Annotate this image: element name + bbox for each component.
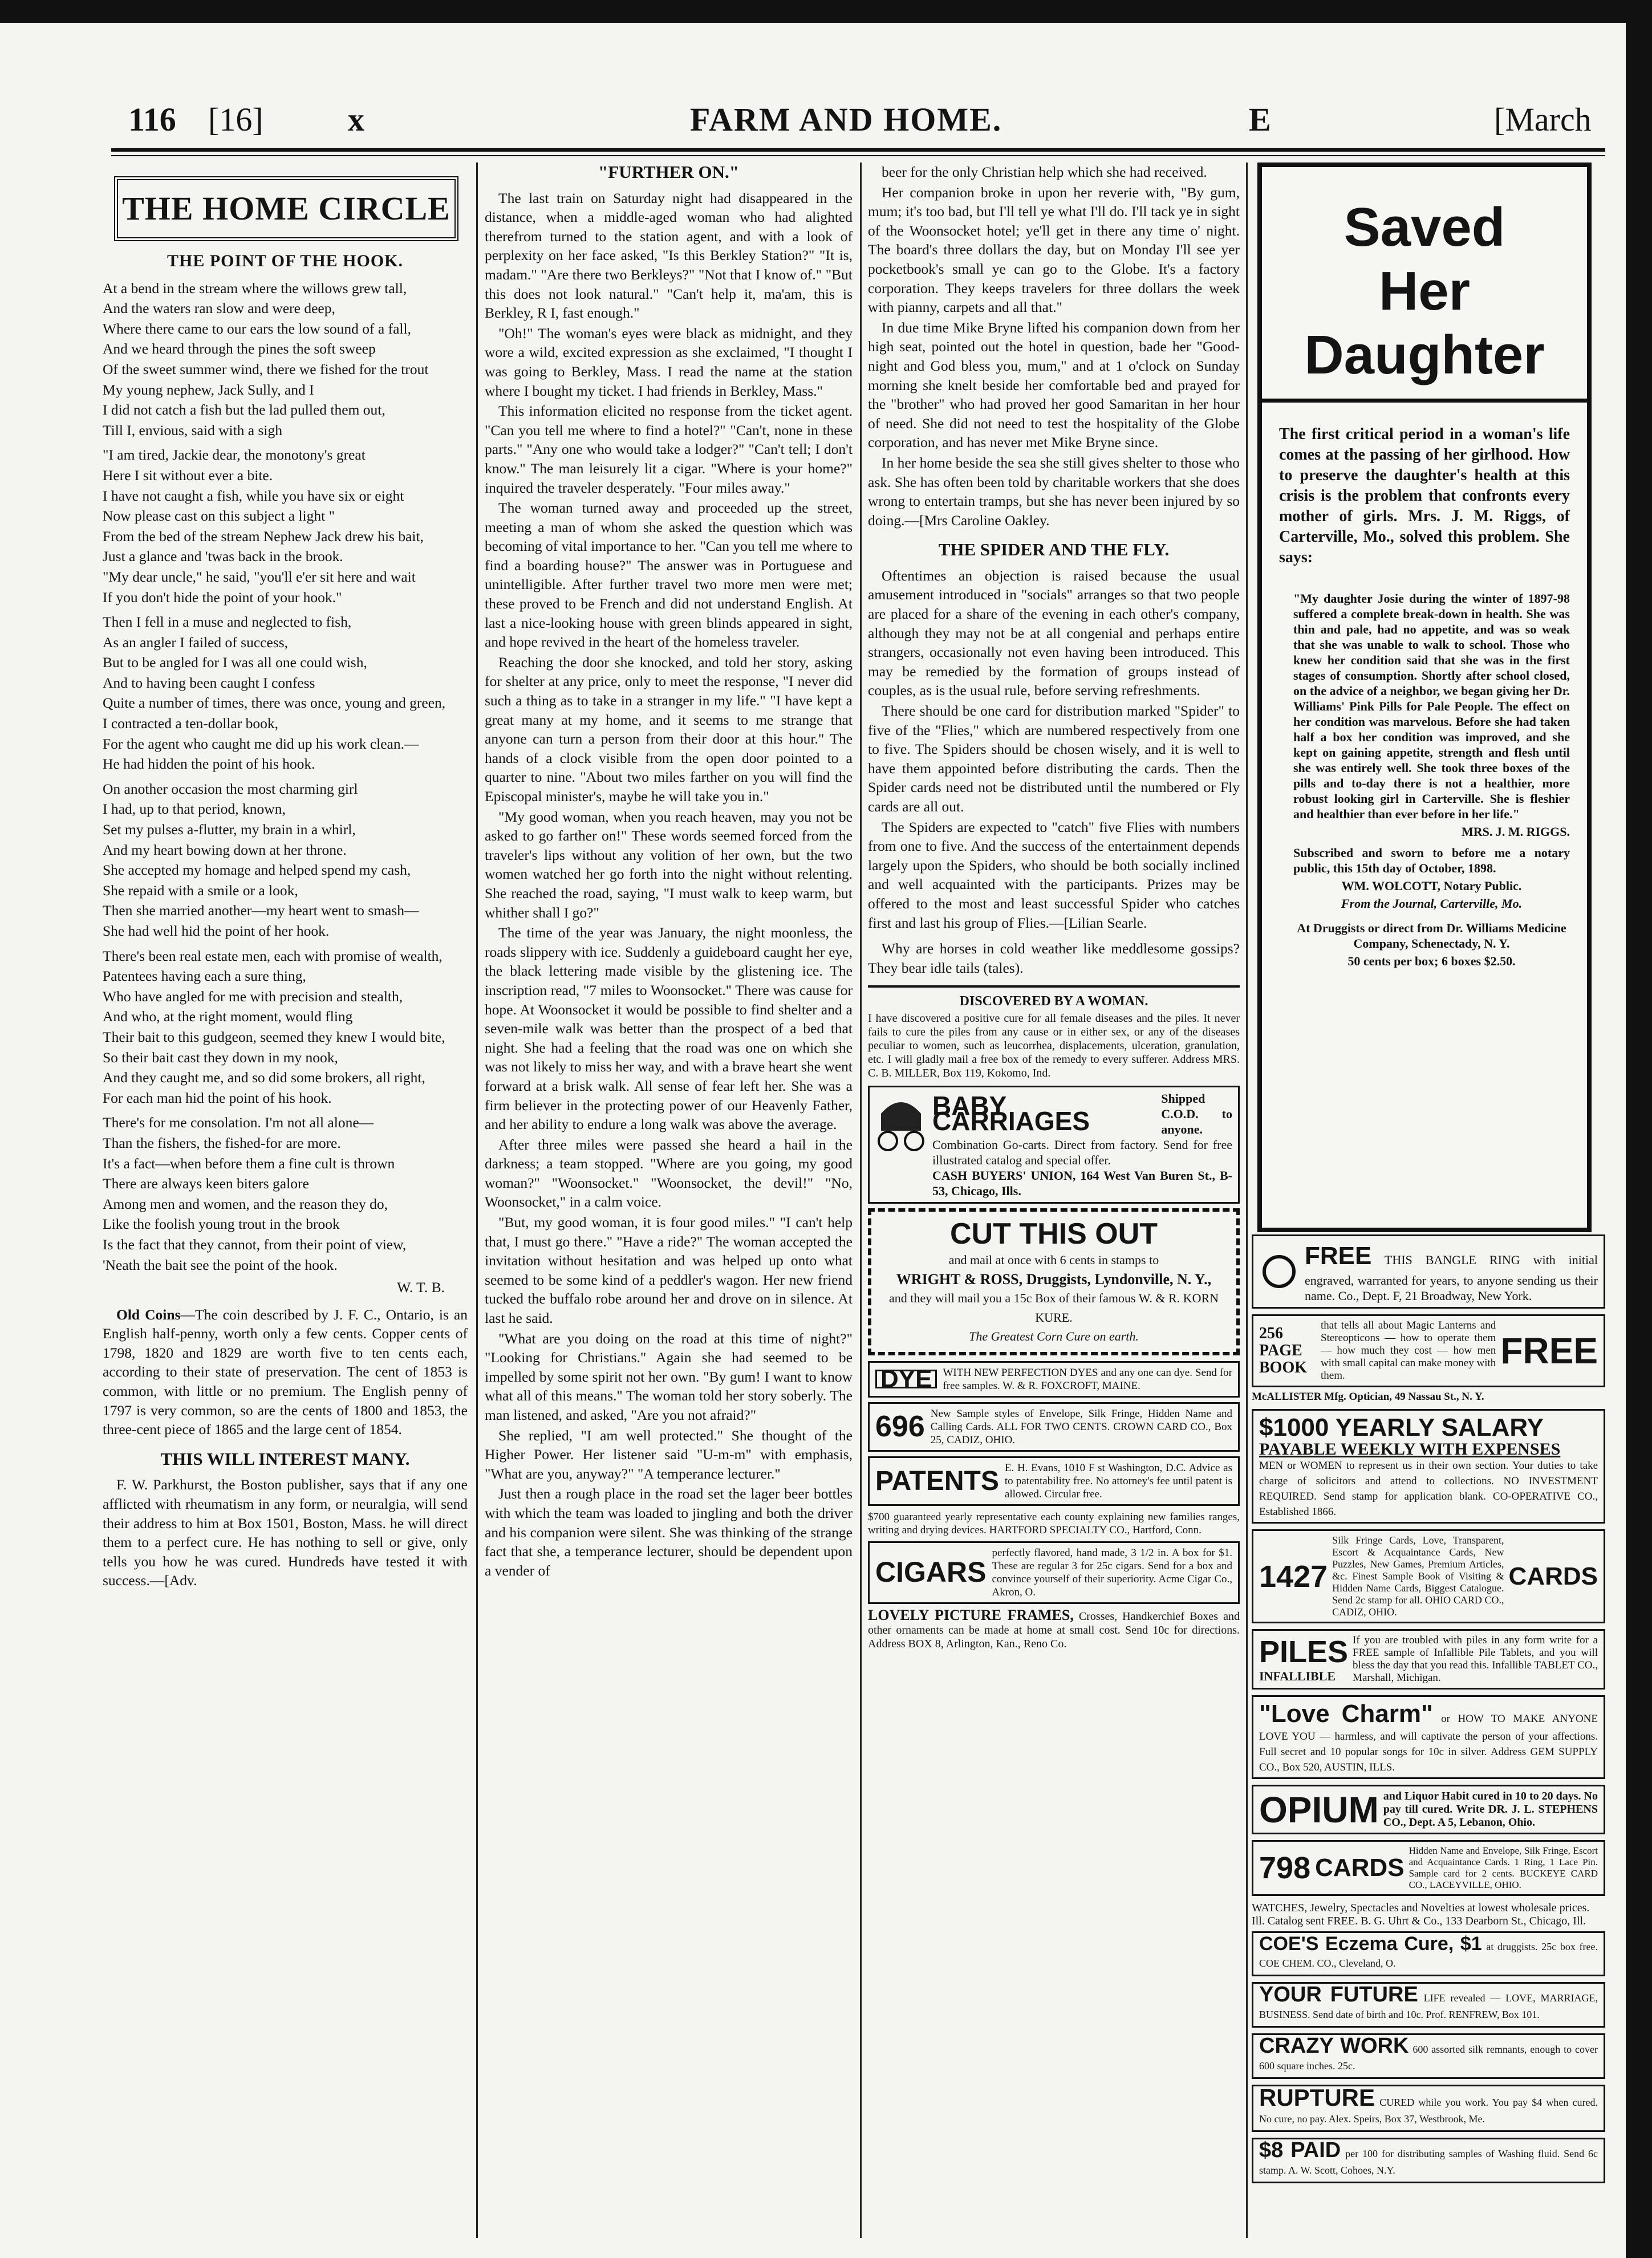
discovered-title: DISCOVERED BY A WOMAN. bbox=[959, 994, 1148, 1009]
salary-sub: PAYABLE WEEKLY WITH EXPENSES bbox=[1259, 1440, 1561, 1459]
poem-line: She had well hid the point of her hook. bbox=[103, 923, 330, 939]
paragraph: This information elicited no response from the ticket agent. "Can you tell me where to find a hotel?" "Can't, none in these parts." "Any one who would take a lodger?" "Can't tell; I don't know." The man leisurely lit a cigar. "Where is your home?" inquired the traveler desperately. "Four miles away." bbox=[485, 403, 853, 496]
paragraph: The Spiders are expected to "catch" five Flies with numbers from one to five. And the success of the entertainment depends largely upon the Spiders, who should be both socially inclined and well acquainted with the participants. Prizes may be offered to the most and least successful Spider who catches first and last his group of Flies.—[Lilian Searle. bbox=[868, 818, 1240, 931]
poem-line: Then she married another—my heart went to smash— bbox=[103, 902, 419, 919]
paid-ad bbox=[1252, 2138, 1605, 2183]
crazy-work-ad bbox=[1252, 2033, 1605, 2079]
saved-druggist: At Druggists or direct from Dr. Williams Medicine Company, Schenectady, N. Y. bbox=[1297, 921, 1566, 951]
picture-frames-title: LOVELY PICTURE FRAMES, bbox=[868, 1606, 1074, 1623]
column-divider bbox=[1246, 163, 1248, 2238]
cards-696-number: 696 bbox=[875, 1410, 925, 1443]
baby-carriages-title: BABY CARRIAGES bbox=[932, 1091, 1090, 1136]
cards-696-ad bbox=[868, 1402, 1240, 1452]
agents-ad: $700 guaranteed yearly representative each county explaining new families ranges, writing and drying devices. HARTFORD SPECIALTY CO., Hartford, Conn. bbox=[868, 1510, 1240, 1536]
dye-text: WITH NEW PERFECTION DYES and any one can dye. Send for free samples. W. & R. FOXCROFT, MAINE. bbox=[943, 1366, 1232, 1392]
eczema-title: COE'S Eczema Cure, $1 bbox=[1259, 1933, 1482, 1955]
poem-line: As an angler I failed of success, bbox=[103, 633, 289, 651]
poem-line: Just a glance and 'twas back in the brook. bbox=[103, 548, 343, 565]
poem-line: "I am tired, Jackie dear, the monotony's great bbox=[103, 446, 366, 464]
bangle-ring-ad bbox=[1252, 1234, 1605, 1309]
rupture-ad bbox=[1252, 2085, 1605, 2132]
poem-line: Set my pulses a-flutter, my brain in a whirl, bbox=[103, 821, 356, 838]
eczema-text: at druggists. 25c box free. COE CHEM. CO., Cleveland, O. bbox=[1259, 1941, 1598, 1969]
header-rule bbox=[111, 148, 1605, 152]
poem-line: I contracted a ten-dollar book, bbox=[103, 715, 278, 732]
page-bracket: [16] bbox=[208, 101, 263, 138]
saved-her-daughter-ad bbox=[1257, 163, 1592, 1232]
discovered-ad bbox=[868, 985, 1240, 1080]
poem-line: She accepted my homage and helped spend my cash, bbox=[103, 862, 411, 879]
baby-carriages-sub: Shipped C.O.D. to anyone. bbox=[1161, 1091, 1232, 1136]
page-header bbox=[114, 97, 1597, 148]
saved-sign: MRS. J. M. RIGGS. bbox=[1461, 825, 1570, 839]
poem-line: I have not caught a fish, while you have six or eight bbox=[103, 487, 404, 504]
cut-name: WRIGHT & ROSS, Druggists, Lyndonville, N. Y., bbox=[896, 1270, 1212, 1288]
saved-title-line-2: Her bbox=[1378, 261, 1471, 322]
right-column-ads bbox=[1252, 1234, 1605, 2244]
further-on-story bbox=[485, 189, 853, 1581]
baby-carriages-ad bbox=[868, 1086, 1240, 1204]
poem-line: There's been real estate men, each with promise of wealth, bbox=[103, 947, 443, 964]
piles-title: PILES bbox=[1259, 1634, 1349, 1669]
paragraph: The woman turned away and proceeded up the street, meeting a man of whom she asked the question which was becoming of vital importance to her. "Can you tell me where to find a boarding house?" The answer was in Portuguese and unintelligible. After further travel two more men were met; these proved to be French and did not understand English. At last a nice-looking house with green blinds appeared in sight, and hope revived in the heart of the homeless traveler. bbox=[485, 499, 853, 651]
poem-body bbox=[103, 279, 468, 1275]
poem-line: Quite a number of times, there was once, young and green, bbox=[103, 695, 446, 712]
cigars-title: CIGARS bbox=[875, 1556, 987, 1589]
paragraph: After three miles were passed she heard a hail in the darkness; a team stopped. "Where are you going, my good woman?" "Woonsocket." "Woonsocket, the devil!" "No, Woonsocket," in a calm voice. bbox=[485, 1136, 853, 1211]
poem-line: Is the fact that they cannot, from their point of view, bbox=[103, 1236, 407, 1253]
poem-line: Than the fishers, the fished-for are more. bbox=[103, 1134, 341, 1151]
saved-title-line-1: Saved bbox=[1343, 197, 1505, 258]
poem-line: For each man hid the point of his hook. bbox=[103, 1089, 332, 1106]
saved-sworn: Subscribed and sworn to before me a notary public, this 15th day of October, 1898. bbox=[1293, 846, 1570, 875]
old-coins-text: —The coin described by J. F. C., Ontario, is an English half-penny, worth only a few cents. Copper cents of 1798, 1820 and 1829 are worth five to ten cents each, according to their state of preservation. The cent of 1853 is common, with little or no premium. The English penny of 1797 is very common, so are the cents of 1800 and 1853, the three-cent piece of 1865 and the large cent of 1854. bbox=[103, 1306, 468, 1438]
poem-line: And my heart bowing down at her throne. bbox=[103, 841, 347, 858]
saved-body: The first critical period in a woman's life comes at the passing of her girlhood. How to preserve the daughter's health at this crisis is the problem that confronts every mother of girls. Mrs. J. M. Riggs, of Carterville, Mo., solved this problem. She says: bbox=[1279, 425, 1570, 566]
page-mark: x bbox=[348, 101, 364, 138]
saved-source: From the Journal, Carterville, Mo. bbox=[1341, 896, 1523, 911]
opium-title: OPIUM bbox=[1259, 1789, 1379, 1830]
column-3 bbox=[868, 163, 1240, 2238]
baby-carriages-text: Combination Go-carts. Direct from factory. Send for free illustrated catalog and special offer. bbox=[932, 1137, 1232, 1167]
saved-notary: WM. WOLCOTT, Notary Public. bbox=[1341, 879, 1522, 893]
eczema-ad bbox=[1252, 1931, 1605, 1976]
poem-line: There are always keen biters galore bbox=[103, 1175, 309, 1192]
watches-ad: WATCHES, Jewelry, Spectacles and Novelties at lowest wholesale prices. Ill. Catalog sent FREE. B. G. Uhrt & Co., 133 Dearborn St., Chicago, Ill. bbox=[1252, 1902, 1590, 1927]
paragraph: "What are you doing on the road at this time of night?" "Looking for Christians." Again she had seemed to be impelled by some spirit not her own. "By gum! I want to know what all of this means." The woman told her story soberly. The man listened, and asked, "Are you not afraid?" bbox=[485, 1330, 853, 1423]
column-1 bbox=[103, 163, 468, 2238]
opium-text: and Liquor Habit cured in 10 to 20 days. No pay till cured. Write DR. J. L. STEPHENS CO., Dept. A 5, Lebanon, Ohio. bbox=[1383, 1790, 1598, 1829]
love-charm-ad bbox=[1252, 1695, 1605, 1779]
saved-quote: "My daughter Josie during the winter of 1897-98 suffered a complete break-down in health. She was thin and pale, had no appetite, and was so weak that she was unable to walk to school. Those who knew her condition said that she was in the first stages of consumption. Shortly after school closed, on the advice of a neighbor, we began giving her Dr. Williams' Pink Pills for Pale People. The effect on her condition was marvelous. Before she had taken half a box her condition was improved, and she kept on gaining appetite, strength and flesh until she was entirely well. She took three boxes of the pills and to-day there is not a healthier, more robust looking girl in Carterville. She is fleshier and healthier than ever before in her life." bbox=[1293, 591, 1570, 821]
paragraph: In due time Mike Bryne lifted his companion down from her high seat, pointed out the hotel in question, bade her "Good-night and God bless you, mum," and at 1 o'clock on Sunday morning she knelt beside her comfortable bed and prayed for the "brother" who had proved her good Samaritan in her hour of need. She did not need to test the hospitality of the Globe corporation, and has never met Mike Bryne since. bbox=[868, 319, 1240, 451]
poem-line: I had, up to that period, known, bbox=[103, 801, 286, 818]
cards-798-ad bbox=[1252, 1840, 1605, 1896]
poem-line: Who have angled for me with precision and stealth, bbox=[103, 988, 403, 1005]
your-future-title: YOUR FUTURE bbox=[1259, 1983, 1418, 2007]
cut-this-out-title: CUT THIS OUT bbox=[950, 1217, 1158, 1250]
bangle-text: THIS BANGLE RING with initial engraved, warranted for years, to anyone sending us their name. Co., Dept. F, 21 Broadway, New York. bbox=[1305, 1253, 1598, 1303]
poem-line: Of the sweet summer wind, there we fished for the trout bbox=[103, 360, 429, 377]
page-book-address: McALLISTER Mfg. Optician, 49 Nassau St., N. Y. bbox=[1252, 1391, 1484, 1403]
salary-title: $1000 YEARLY SALARY bbox=[1259, 1414, 1544, 1441]
poem-line: My young nephew, Jack Sully, and I bbox=[103, 381, 314, 398]
poem-line: At a bend in the stream where the willows grew tall, bbox=[103, 279, 407, 297]
ring-icon bbox=[1259, 1252, 1299, 1292]
paragraph: "Oh!" The woman's eyes were black as midnight, and they wore a wild, excited expression as she exclaimed, "I thought I was going to Berkley, Mass. I read the name at the station where I bought my ticket. I had friends in Berkley, Mass." bbox=[485, 324, 853, 399]
cards-798-number: 798 bbox=[1259, 1851, 1311, 1885]
page-book-title: 256 PAGE BOOK bbox=[1259, 1325, 1308, 1376]
baby-carriages-address: CASH BUYERS' UNION, 164 West Van Buren St., B-53, Chicago, Ills. bbox=[932, 1168, 1232, 1198]
poem-line: On another occasion the most charming girl bbox=[103, 780, 358, 797]
crazy-work-text: 600 assorted silk remnants, enough to cover 600 square inches. 25c. bbox=[1259, 2044, 1598, 2072]
header-rule-thin bbox=[111, 155, 1605, 156]
page-book-free: FREE bbox=[1500, 1330, 1598, 1371]
saved-price: 50 cents per box; 6 boxes $2.50. bbox=[1347, 954, 1516, 968]
your-future-ad bbox=[1252, 1982, 1605, 2028]
spider-story bbox=[868, 566, 1240, 932]
scan-right-edge bbox=[1626, 0, 1652, 2258]
home-circle-heading: THE HOME CIRCLE bbox=[114, 176, 458, 241]
poem-line: "My dear uncle," he said, "you'll e'er sit here and wait bbox=[103, 568, 416, 585]
piles-sub: INFALLIBLE bbox=[1259, 1668, 1336, 1683]
baby-carriage-icon bbox=[875, 1091, 927, 1154]
poem-line: She repaid with a smile or a look, bbox=[103, 882, 298, 899]
poem-line: But to be angled for I was all one could wish, bbox=[103, 654, 367, 671]
poem-line: And we heard through the pines the soft sweep bbox=[103, 340, 376, 358]
piles-text: If you are troubled with piles in any form write for a FREE sample of Infallible Pile Tablets, and you will bless the day that you read this. Infallible TABLET CO., Marshall, Michigan. bbox=[1353, 1634, 1598, 1684]
lantern-book-ad bbox=[1252, 1314, 1605, 1387]
paragraph: The last train on Saturday night had disappeared in the distance, when a middle-aged woman who had alighted therefrom turned to the station agent, and with a look of perplexity on her face asked, "Is this Berkley Station?" "It is, madam." "Are there two Berkleys?" "Not that I know of." "But this does not look natural." "Can't help it, ma'am, this is Berkley, R I, fast enough." bbox=[485, 189, 853, 322]
crazy-work-title: CRAZY WORK bbox=[1259, 2034, 1409, 2058]
paragraph: Reaching the door she knocked, and told her story, asking for shelter at any price, only to meet the response, "I never did such a thing as to take in a stranger in my life." "I have kept a great many at my home, and it seems to me strange that anyone can turn a person from their door at this hour." The hands of a clock visible from the open door pointed to a quarter to nine. "About two miles farther on you will find the Episcopal minister's, maybe he will take you in." bbox=[485, 653, 853, 805]
salary-ad bbox=[1252, 1409, 1605, 1524]
paragraph: Just then a rough place in the road set the lager beer bottles with which the team was loaded to jingling and both the driver and his companion were silent. She was thinking of the strange fact that she, a temperance lecturer, should be dependent upon a vender of bbox=[485, 1485, 853, 1579]
poem-line: And the waters ran slow and were deep, bbox=[103, 300, 335, 317]
cards-1427-number: 1427 bbox=[1259, 1559, 1328, 1594]
poem-line: Till I, envious, said with a sigh bbox=[103, 421, 282, 438]
patents-text: E. H. Evans, 1010 F st Washington, D.C. Advice as to patentability free. No attorney's fee until patent is allowed. Circular free. bbox=[1004, 1461, 1232, 1500]
cigars-text: perfectly flavored, hand made, 3 1/2 in. A box for $1. These are regular 3 for 25c cigars. Send for a box and convince yourself of their superiority. Acme Cigar Co., Akron, O. bbox=[992, 1546, 1232, 1598]
scan-top-edge bbox=[0, 0, 1652, 23]
poem-signature: W. T. B. bbox=[397, 1279, 445, 1296]
poem-line: There's for me consolation. I'm not all alone— bbox=[103, 1114, 374, 1131]
rupture-title: RUPTURE bbox=[1259, 2084, 1375, 2111]
dye-title: DYE bbox=[875, 1370, 937, 1388]
paragraph: beer for the only Christian help which she had received. bbox=[882, 164, 1207, 180]
page-book-text: that tells all about Magic Lanterns and Stereopticons — how to operate them — how much they cost — how men with small capital can make money with them. bbox=[1321, 1319, 1496, 1382]
poem-line: If you don't hide the point of your hook." bbox=[103, 588, 342, 606]
page-number: 116 bbox=[128, 101, 176, 138]
poem-line: Patentees having each a sure thing, bbox=[103, 968, 306, 985]
poem-line: Where there came to our ears the low sound of a fall, bbox=[103, 320, 411, 337]
paid-title: $8 PAID bbox=[1259, 2138, 1341, 2162]
opium-ad bbox=[1252, 1785, 1605, 1834]
rupture-text: CURED while you work. You pay $4 when cured. No cure, no pay. Alex. Speirs, Box 37, Westbrook, Me. bbox=[1259, 2097, 1598, 2125]
poem-line: So their bait cast they down in my nook, bbox=[103, 1049, 338, 1066]
patents-title: PATENTS bbox=[875, 1465, 999, 1496]
poem-line: Here I sit without ever a bite. bbox=[103, 466, 273, 484]
interest-text: F. W. Parkhurst, the Boston publisher, says that if any one afflicted with rheumatism in any form, or neuralgia, will send their address to him at Box 1501, Boston, Mass. he will direct them to a perfect cure. He has nothing to sell or give, only tells you how he was cured. Hundreds have tested it with success.—[Adv. bbox=[103, 1476, 468, 1589]
cut-this-out-ad bbox=[868, 1208, 1240, 1355]
old-coins-paragraph bbox=[103, 1305, 468, 1439]
poem-line: I did not catch a fish but the lad pulled them out, bbox=[103, 401, 385, 419]
love-charm-title: "Love Charm" bbox=[1259, 1700, 1433, 1728]
further-on-continued bbox=[868, 163, 1240, 530]
poem-line: Then I fell in a muse and neglected to fish, bbox=[103, 614, 352, 631]
cut-line-3: The Greatest Corn Cure on earth. bbox=[969, 1329, 1139, 1344]
piles-ad bbox=[1252, 1629, 1605, 1690]
horses-joke: Why are horses in cold weather like meddlesome gossips? They bear idle tails (tales). bbox=[868, 940, 1240, 976]
paragraph: Oftentimes an objection is raised because the usual amusement introduced in "socials" arranges so that two people are placed for a share of the evening in each other's company, although they may not be at all congenial and perhaps entire strangers, occasionally not even having been introduced. This may be remedied by the formation of groups instead of couples, as is the usual rule, before serving refreshments. bbox=[868, 567, 1240, 699]
poem-line: And to having been caught I confess bbox=[103, 674, 315, 691]
cards-798-word: CARDS bbox=[1315, 1854, 1405, 1882]
love-charm-text: or HOW TO MAKE ANYONE LOVE YOU — harmless, and will captivate the person of your affections. Full secret and 10 popular songs for 10c in silver. Address GEM SUPPLY CO., Box 520, AUSTIN, ILLS. bbox=[1259, 1713, 1598, 1773]
poem-line: And who, at the right moment, would fling bbox=[103, 1008, 353, 1025]
picture-frames-text: Crosses, Handkerchief Boxes and other ornaments can be made at home at small cost. Send 10c for directions. Address BOX 8, Arlington, Kan., Reno Co. bbox=[868, 1610, 1240, 1650]
paragraph: She replied, "I am well protected." She thought of the Higher Power. Her listener said "U-m-m" with emphasis, "What are you, anyway?" "A temperance lecturer." bbox=[485, 1427, 853, 1482]
poem-line: 'Neath the bait see the point of the hook. bbox=[103, 1256, 338, 1273]
saved-title bbox=[1262, 196, 1587, 387]
cut-line-2: and they will mail you a 15c Box of their famous W. & R. KORN KURE. bbox=[888, 1291, 1219, 1325]
newspaper-title: FARM AND HOME. bbox=[690, 101, 1002, 138]
poem-line: He had hidden the point of his hook. bbox=[103, 756, 315, 773]
poem-line: For the agent who caught me did up his work clean.— bbox=[103, 735, 419, 752]
poem-line: Like the foolish young trout in the brook bbox=[103, 1216, 340, 1233]
column-divider bbox=[476, 163, 478, 2238]
column-divider bbox=[860, 163, 862, 2238]
patents-ad bbox=[868, 1456, 1240, 1506]
paragraph: There should be one card for distribution marked "Spider" to five of the "Flies," which are numbered respectively from one to five. The Spiders should be chosen wisely, and it is well to have them appointed before distributing the cards. Then the Spider cards need not be distributed until the numbered or Fly cards are all out. bbox=[868, 702, 1240, 815]
picture-frames-ad bbox=[868, 1606, 1240, 1651]
paragraph: Her companion broke in upon her reverie with, "By gum, mum; it's too bad, but I'll tell ye what I'll do. I'll tack ye in sight of the Woonsocket hotel; ye'll get in there any time o' night. The board's three dollars the day, but on Monday I'll see yer pocketbook's small ye can go to the Globe. It's a factory corporation. They keeps travelers for three dollars the week with pianny, carpets and all that." bbox=[868, 184, 1240, 316]
paragraph: The time of the year was January, the night moonless, the roads slippery with ice. Suddenly a guideboard caught her eye, the black lettering made visible by the glistening ice. The inscription read, "7 miles to Woonsocket." There was cause for hope. At Woonsocket it would be possible to find shelter and a seven-mile walk was better than the prospect of a bed that night. She had a feeling that the road was one on which she was not likely to miss her way, and with a brave heart she went forward at a brisk walk. All sense of fear left her. She was a firm believer in the protecting power of our Heavenly Father, and her ability to endure a long walk was above the average. bbox=[485, 924, 853, 1133]
cards-1427-text: Silk Fringe Cards, Love, Transparent, Escort & Acquaintance Cards, New Puzzles, New Games, Premium Articles, &c. Finest Sample Book of Visiting & Hidden Name Cards, Biggest Catalogue. Send 2c stamp for all. OHIO CARD CO., CADIZ, OHIO. bbox=[1332, 1534, 1504, 1618]
interest-title: THIS WILL INTEREST MANY. bbox=[160, 1448, 410, 1469]
cards-798-text: Hidden Name and Envelope, Silk Fringe, Escort and Acquaintance Cards. 1 Ring, 1 Lace Pin. Sample card for 2 cents. BUCKEYE CARD CO., LACEYVILLE, OHIO. bbox=[1409, 1845, 1598, 1890]
dye-ad bbox=[868, 1361, 1240, 1398]
discovered-text: I have discovered a positive cure for all female diseases and the piles. It never fails to cure the piles from any cause or in either sex, or any of the diseases peculiar to women, such as leucorrhea, displacements, ulceration, granulation, etc. I will gladly mail a free box of the remedy to every sufferer. Address MRS. C. B. MILLER, Box 119, Kokomo, Ind. bbox=[868, 1012, 1240, 1079]
saved-rule bbox=[1262, 399, 1587, 403]
poem-line: From the bed of the stream Nephew Jack drew his bait, bbox=[103, 527, 424, 545]
old-coins-lead: Old Coins bbox=[116, 1306, 181, 1323]
paragraph: "But, my good woman, it is four good miles." "I can't help that, I must go there." "Have a ride?" The woman accepted the invitation without hesitation and was helped up onto what seemed to be some kind of a peddler's wagon. Her new friend tucked the buffalo robe around her and drove on in silence. At last he said. bbox=[485, 1214, 853, 1327]
bangle-free: FREE bbox=[1305, 1242, 1372, 1270]
salary-text: MEN or WOMEN to represent us in their own section. Your duties to take charge of solicitors and attend to collections. NO INVESTMENT REQUIRED. Send stamp for application blank. CO-OPERATIVE CO., Established 1866. bbox=[1259, 1460, 1598, 1518]
paid-text: per 100 for distributing samples of Washing fluid. Send 6c stamp. A. W. Scott, Cohoes, N.Y. bbox=[1259, 2148, 1598, 2176]
issue-month: [March bbox=[1494, 101, 1592, 138]
further-on-title: "FURTHER ON." bbox=[598, 163, 739, 182]
poem-title: THE POINT OF THE HOOK. bbox=[167, 251, 404, 270]
cards-1427-word: CARDS bbox=[1508, 1562, 1598, 1590]
poem-line: It's a fact—when before them a fine cult is thrown bbox=[103, 1155, 395, 1172]
page-mark-2: E bbox=[1249, 101, 1271, 138]
column-2 bbox=[485, 163, 853, 2238]
poem-line: Among men and women, and the reason they do, bbox=[103, 1195, 388, 1212]
cigars-ad bbox=[868, 1541, 1240, 1604]
your-future-text: LIFE revealed — LOVE, MARRIAGE, BUSINESS. Send date of birth and 10c. Prof. RENFREW, Box 101. bbox=[1259, 1992, 1598, 2020]
poem-line: And they caught me, and so did some brokers, all right, bbox=[103, 1069, 425, 1086]
cut-line-1: and mail at once with 6 cents in stamps to bbox=[948, 1252, 1159, 1267]
paragraph: "My good woman, when you reach heaven, may you not be asked to go farther on!" These words seemed forced from the traveler's lips without any volition of her own, but the two women watched her go forth into the night without relenting. She reached the road, saying, "I must walk to keep warm, but whither shall I go?" bbox=[485, 808, 853, 921]
cards-696-text: New Sample styles of Envelope, Silk Fringe, Hidden Name and Calling Cards. ALL FOR TWO CENTS. CROWN CARD CO., Box 25, CADIZ, OHIO. bbox=[930, 1407, 1232, 1446]
poem-line: Now please cast on this subject a light " bbox=[103, 507, 335, 525]
paragraph: In her home beside the sea she still gives shelter to those who ask. She has often been told by charitable workers that she does wrong to entertain tramps, but she has never been injured by so doing.—[Mrs Caroline Oakley. bbox=[868, 454, 1240, 529]
cards-1427-ad bbox=[1252, 1529, 1605, 1623]
spider-title: THE SPIDER AND THE FLY. bbox=[938, 539, 1170, 560]
saved-title-line-3: Daughter bbox=[1304, 324, 1545, 385]
poem-line: Their bait to this gudgeon, seemed they knew I would bite, bbox=[103, 1028, 445, 1045]
